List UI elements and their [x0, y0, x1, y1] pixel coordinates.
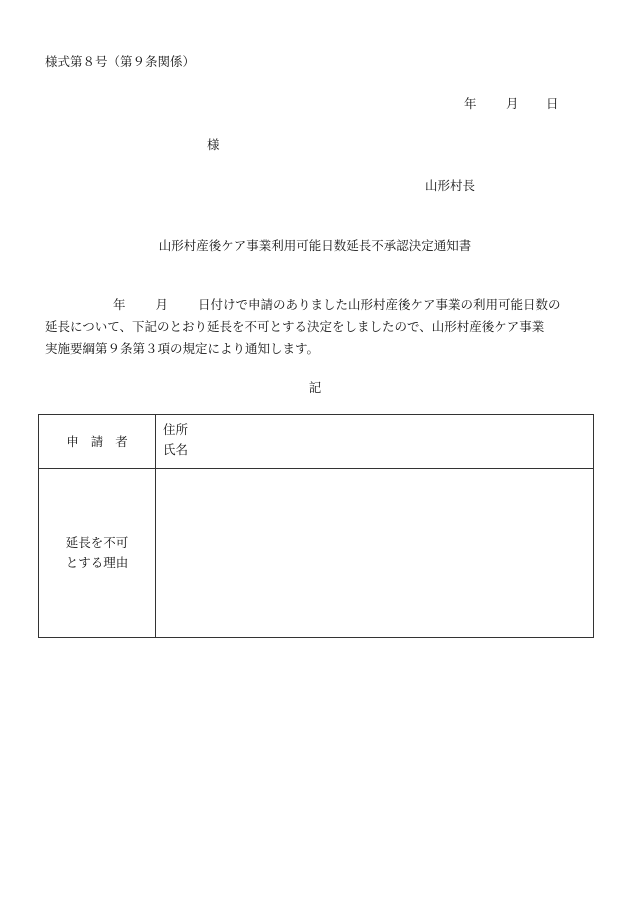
body-year-label: 年 — [113, 297, 126, 312]
date-year-label: 年 — [464, 96, 477, 111]
document-title: 山形村産後ケア事業利用可能日数延長不承認決定通知書 — [158, 238, 472, 253]
reason-label-cell — [39, 469, 156, 638]
applicant-label-cell — [39, 415, 156, 469]
applicant-label: 申請者 — [66, 433, 140, 449]
body-month-label: 月 — [155, 297, 169, 312]
reason-label-line-2: とする理由 — [65, 555, 129, 570]
reason-row — [39, 469, 594, 638]
addressee-honorific: 様 — [207, 137, 220, 152]
body-line-1 — [45, 294, 605, 316]
date-month-label: 月 — [506, 96, 519, 111]
reason-value-cell — [156, 469, 594, 638]
address-label: 住所 — [163, 422, 189, 437]
details-table — [38, 414, 594, 638]
body-line-3: 実施要綱第９条第３項の規定により通知します。 — [45, 341, 320, 356]
ki-heading: 記 — [308, 380, 322, 395]
reason-label-line-1: 延長を不可 — [65, 535, 129, 550]
name-label: 氏名 — [163, 442, 189, 457]
date-day-label: 日 — [546, 96, 559, 111]
applicant-row — [39, 415, 594, 469]
issuer-name: 山形村長 — [425, 178, 476, 193]
notice-body — [45, 294, 605, 360]
form-number: 様式第８号（第９条関係） — [45, 54, 196, 69]
body-line-2: 延長について、下記のとおり延長を不可とする決定をしましたので、山形村産後ケア事業 — [45, 319, 545, 334]
applicant-value-cell — [156, 415, 594, 469]
body-line-1-text: 日付けで申請のありました山形村産後ケア事業の利用可能日数の — [198, 297, 561, 312]
